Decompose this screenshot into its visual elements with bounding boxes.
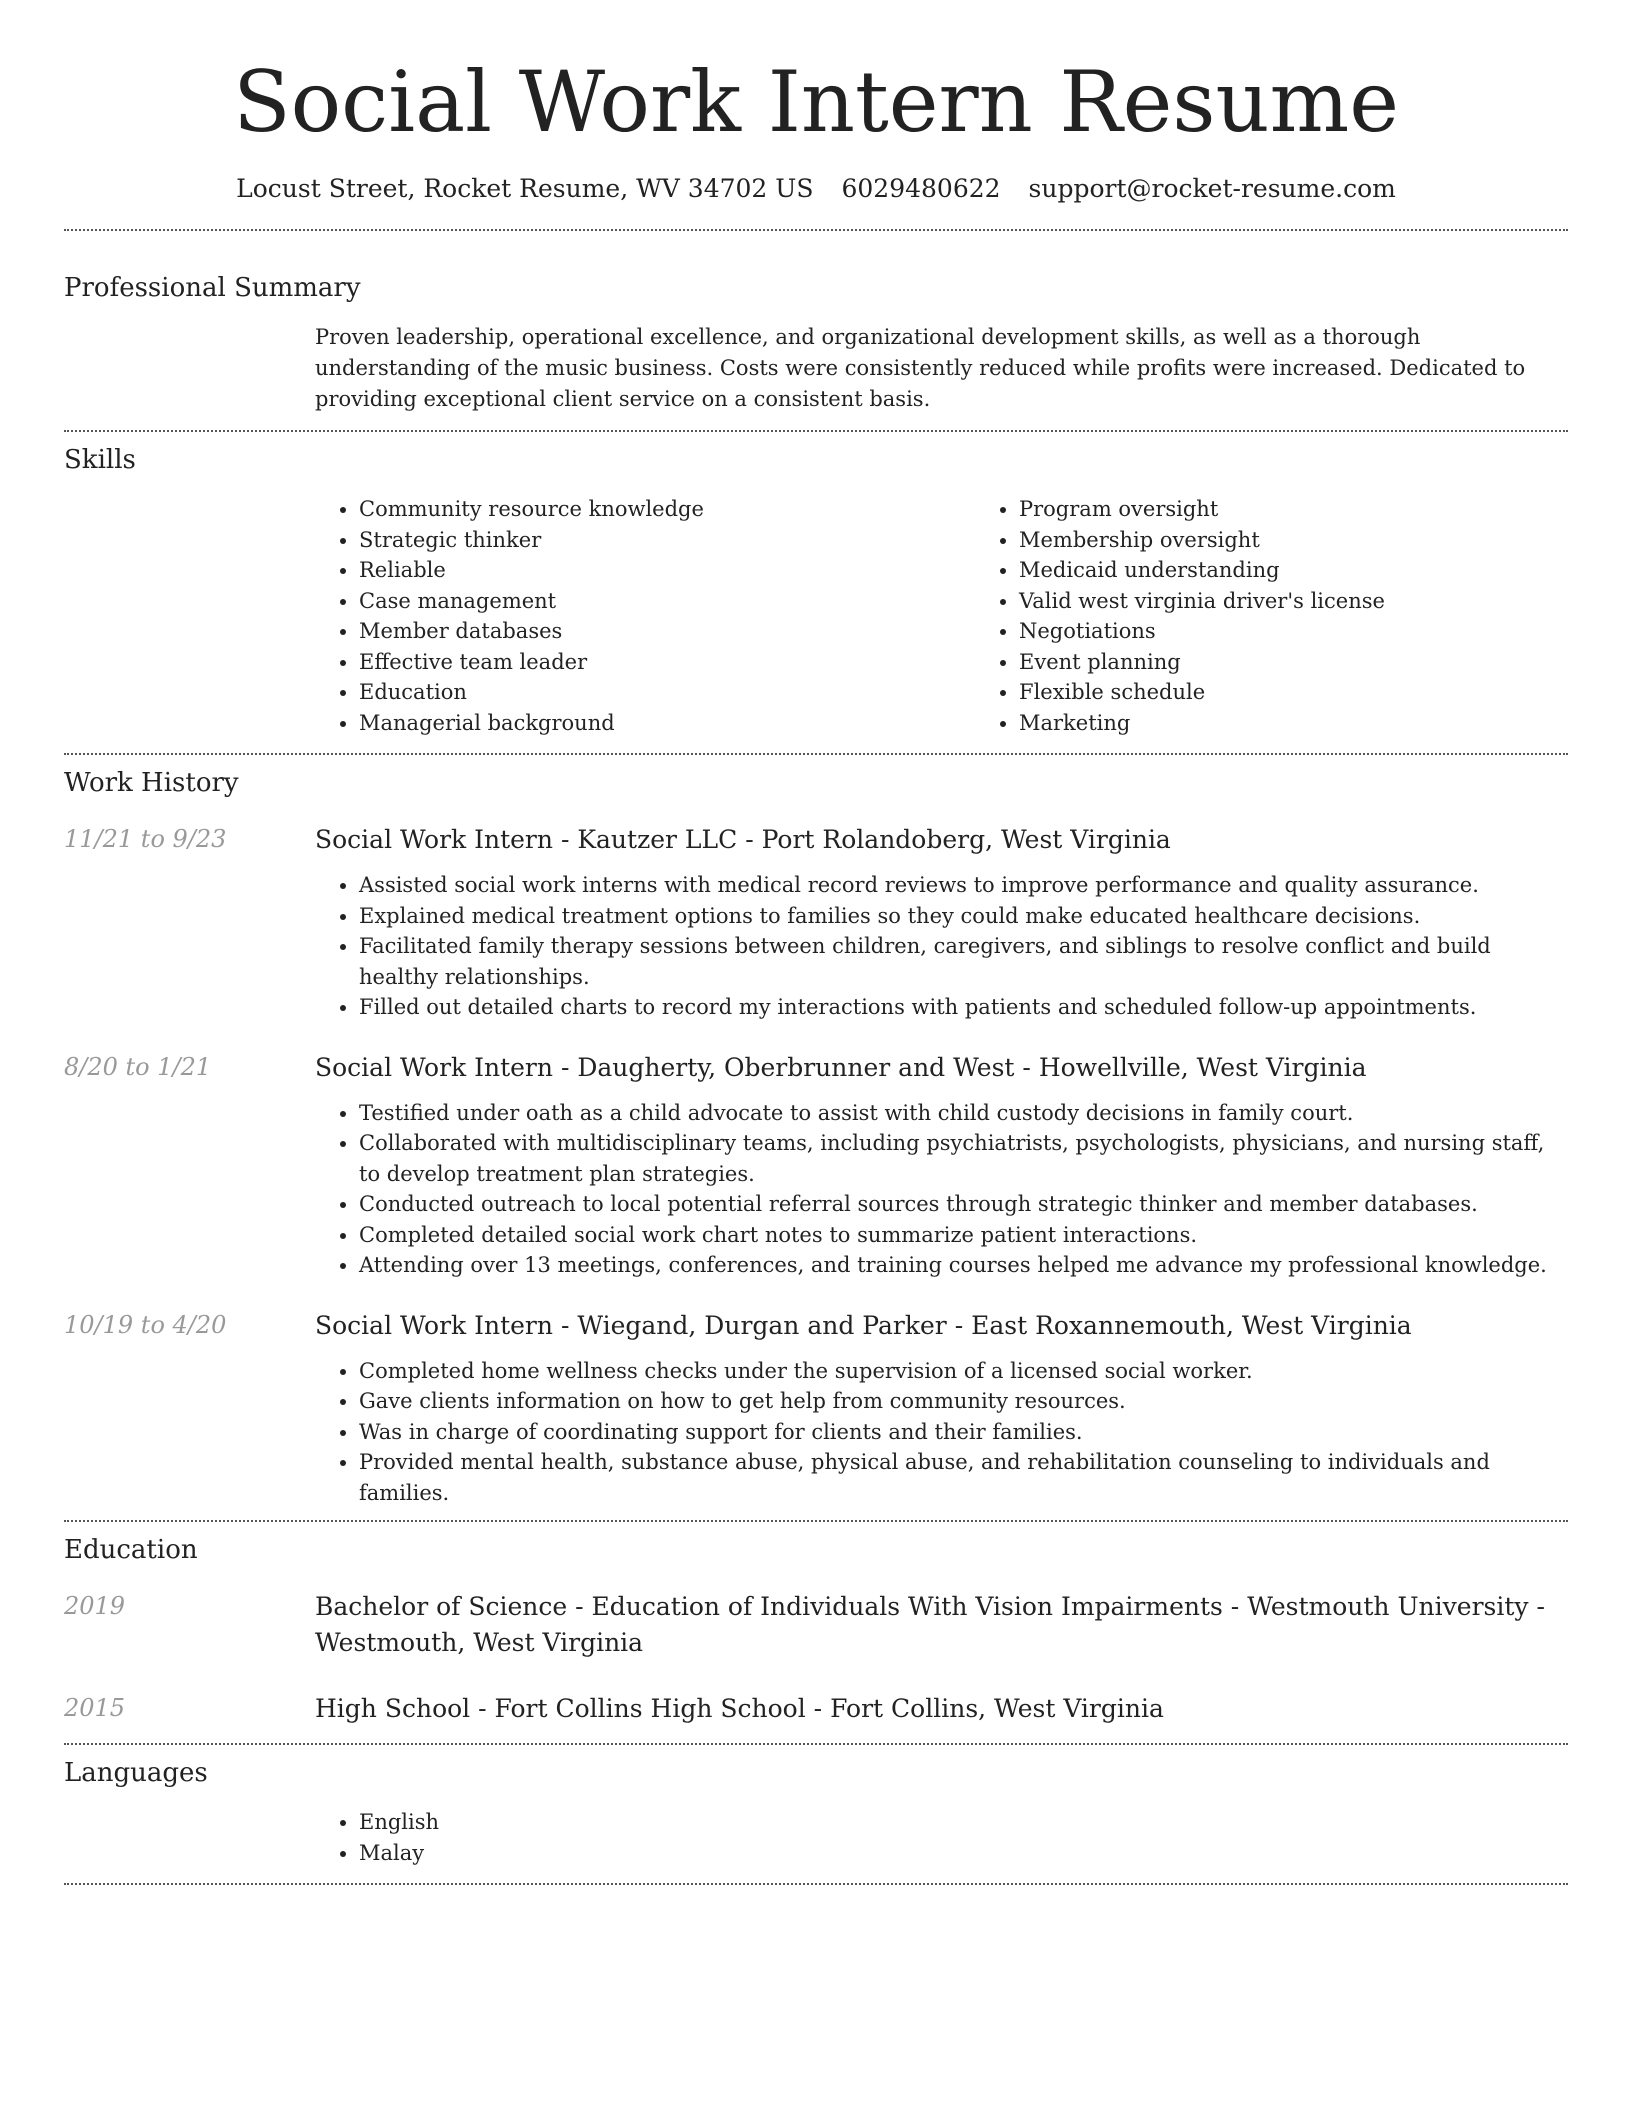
skills-list-right — [975, 494, 1632, 738]
section-divider — [64, 229, 1568, 231]
skill-item: • Education — [359, 677, 975, 708]
education-location: Fort Collins, West Virginia — [830, 1694, 1164, 1723]
job-bullet: • Attending over 13 meetings, conferences, and training courses helped me advance my professional knowledge. — [359, 1250, 1568, 1281]
languages-heading: Languages — [64, 1758, 208, 1788]
skill-item: • Managerial background — [359, 708, 975, 739]
section-divider — [64, 1520, 1568, 1522]
language-item: • Malay — [359, 1838, 1568, 1869]
separator: - — [737, 825, 762, 854]
section-divider — [64, 1883, 1568, 1885]
skill-item: • Strategic thinker — [359, 525, 975, 556]
job-bullet: • Facilitated family therapy sessions between children, caregivers, and siblings to resolve conflict and build healthy relationships. — [359, 931, 1568, 992]
job-bullet: • Filled out detailed charts to record my interactions with patients and scheduled follow-up appointments. — [359, 992, 1568, 1023]
section-divider — [64, 1743, 1568, 1745]
education-entry — [64, 1691, 1568, 1727]
education-heading: Education — [64, 1535, 198, 1565]
job-bullets — [315, 870, 1568, 1023]
skill-item: • Medicaid understanding — [1019, 555, 1632, 586]
education-year: 2019 — [64, 1592, 126, 1620]
job-bullet: • Completed home wellness checks under the supervision of a licensed social worker. — [359, 1356, 1568, 1387]
section-divider — [64, 430, 1568, 432]
languages-section — [64, 1756, 1568, 1868]
contact-line — [64, 172, 1568, 206]
job-bullet: • Explained medical treatment options to families so they could make educated healthcare decisions. — [359, 901, 1568, 932]
job-title-line — [315, 822, 1568, 858]
summary-section — [64, 271, 1568, 415]
job-location: Howellville, West Virginia — [1038, 1052, 1367, 1082]
job-title-line — [315, 1308, 1568, 1344]
skill-item: • Program oversight — [1019, 494, 1632, 525]
education-field: Education of Individuals With Vision Impairments — [591, 1592, 1223, 1621]
contact-phone: 6029480622 — [841, 174, 1001, 203]
skill-item: • Case management — [359, 586, 975, 617]
job-location: East Roxannemouth, West Virginia — [971, 1310, 1412, 1340]
job-bullet: • Collaborated with multidisciplinary teams, including psychiatrists, psychologists, physicians, and nursing staff, to develop treatment plan strategies. — [359, 1128, 1568, 1189]
job-bullet: • Gave clients information on how to get help from community resources. — [359, 1386, 1568, 1417]
job-bullet: • Was in charge of coordinating support for clients and their families. — [359, 1417, 1568, 1448]
job-location: Port Rolandoberg, West Virginia — [761, 825, 1171, 854]
separator: - — [470, 1694, 495, 1723]
separator: - — [567, 1592, 592, 1621]
skill-item: • Member databases — [359, 616, 975, 647]
contact-email[interactable]: support@rocket-resume.com — [1028, 174, 1396, 203]
skills-section — [64, 443, 1568, 738]
job-position: Social Work Intern — [315, 825, 553, 854]
job-entry — [64, 822, 1568, 1023]
job-company: Wiegand, Durgan and Parker — [577, 1310, 947, 1340]
language-item: • English — [359, 1807, 1568, 1838]
skill-item: • Community resource knowledge — [359, 494, 975, 525]
job-title-line — [315, 1050, 1568, 1086]
skills-list-left — [315, 494, 975, 738]
job-company: Daugherty, Oberbrunner and West — [577, 1052, 1015, 1082]
separator: - — [553, 825, 578, 854]
resume-header — [64, 0, 1568, 206]
job-dates: 10/19 to 4/20 — [64, 1310, 227, 1339]
skills-heading: Skills — [64, 445, 136, 475]
skill-item: • Effective team leader — [359, 647, 975, 678]
education-title-line — [315, 1691, 1568, 1727]
job-bullets — [315, 1356, 1568, 1509]
skill-item: • Marketing — [1019, 708, 1632, 739]
job-company: Kautzer LLC — [577, 825, 738, 854]
job-bullet: • Testified under oath as a child advocate to assist with child custody decisions in family court. — [359, 1098, 1568, 1129]
education-degree: Bachelor of Science — [315, 1592, 568, 1621]
education-year: 2015 — [64, 1694, 126, 1722]
skill-item: • Event planning — [1019, 647, 1632, 678]
education-degree: High School — [315, 1694, 471, 1723]
separator: - — [553, 1310, 578, 1340]
contact-address: Locust Street, Rocket Resume, WV 34702 US — [236, 174, 814, 203]
section-divider — [64, 753, 1568, 755]
education-school: Westmouth University — [1247, 1592, 1529, 1621]
separator: - — [1528, 1592, 1545, 1621]
job-bullet: • Assisted social work interns with medical record reviews to improve performance and quality assurance. — [359, 870, 1568, 901]
job-entry — [64, 1050, 1568, 1281]
job-dates: 11/21 to 9/23 — [64, 825, 227, 853]
skill-item: • Reliable — [359, 555, 975, 586]
job-bullet: • Provided mental health, substance abuse, physical abuse, and rehabilitation counseling to individuals and families. — [359, 1447, 1568, 1508]
separator: - — [805, 1694, 831, 1723]
job-bullets — [315, 1098, 1568, 1281]
skill-item: • Negotiations — [1019, 616, 1632, 647]
work-history-heading: Work History — [64, 768, 239, 798]
education-school: Fort Collins High School — [494, 1694, 806, 1723]
separator: - — [553, 1052, 578, 1082]
separator: - — [1222, 1592, 1248, 1621]
skill-item: • Flexible schedule — [1019, 677, 1632, 708]
education-entry — [64, 1589, 1568, 1661]
job-bullet: • Completed detailed social work chart notes to summarize patient interactions. — [359, 1220, 1568, 1251]
languages-list — [315, 1807, 1568, 1868]
skill-item: • Valid west virginia driver's license — [1019, 586, 1632, 617]
skill-item: • Membership oversight — [1019, 525, 1632, 556]
education-section — [64, 1533, 1568, 1727]
education-title-line — [315, 1589, 1568, 1661]
summary-text: Proven leadership, operational excellence, and organizational development skills, as well as a thorough understanding of the music business. Costs were consistently reduced while profits were increased. Dedicated to providing exceptional client service on a consistent basis. — [315, 325, 1526, 411]
work-history-section — [64, 766, 1568, 1508]
separator: - — [946, 1310, 972, 1340]
job-position: Social Work Intern — [315, 1310, 553, 1340]
job-dates: 8/20 to 1/21 — [64, 1052, 212, 1081]
education-location: Westmouth, West Virginia — [315, 1628, 644, 1657]
summary-heading: Professional Summary — [64, 273, 361, 303]
job-position: Social Work Intern — [315, 1052, 553, 1082]
job-entry — [64, 1308, 1568, 1509]
job-bullet: • Conducted outreach to local potential referral sources through strategic thinker and member databases. — [359, 1189, 1568, 1220]
separator: - — [1014, 1052, 1039, 1082]
resume-title: Social Work Intern Resume — [233, 53, 1399, 151]
